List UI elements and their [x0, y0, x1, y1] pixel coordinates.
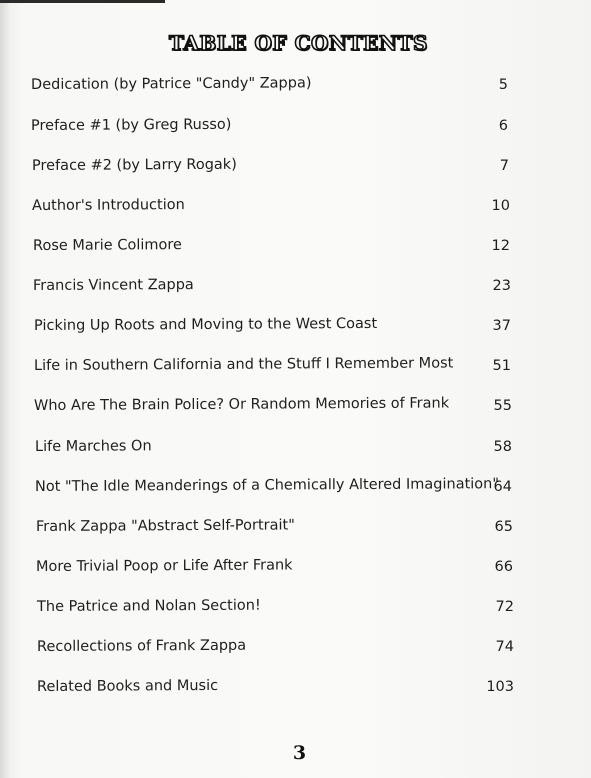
toc-entry-title: More Trivial Poop or Life After Frank: [35, 557, 293, 575]
toc-entry-page: 12: [491, 238, 510, 254]
toc-entry-title: Not "The Idle Meanderings of a Chemically Altered Imagination": [34, 476, 500, 495]
toc-entry-page: 65: [494, 519, 513, 535]
toc-entry-page: 58: [493, 439, 512, 455]
toc-entry-page: 10: [491, 198, 510, 214]
toc-entry-title: Life in Southern California and the Stuff I Remember Most: [33, 355, 454, 374]
toc-entry-page: 23: [492, 278, 511, 294]
toc-entry-title: Rose Marie Colimore: [32, 237, 182, 254]
toc-entry-title: Preface #1 (by Greg Russo): [30, 116, 232, 134]
toc-entry-title: Dedication (by Patrice "Candy" Zappa): [30, 75, 312, 93]
toc-entry-title: Picking Up Roots and Moving to the West Coast: [33, 315, 378, 334]
toc-entry-page: 74: [495, 639, 514, 655]
toc-entry-page: 66: [494, 559, 513, 575]
toc-entry-title: Recollections of Frank Zappa: [36, 637, 247, 655]
toc-entry-title: The Patrice and Nolan Section!: [36, 597, 261, 615]
toc-entry-page: 5: [498, 77, 508, 93]
toc-entry-page: 72: [495, 599, 514, 615]
scan-edge: [0, 0, 165, 3]
toc-heading: TABLE OF CONTENTS: [169, 31, 428, 55]
toc-entry-title: Author's Introduction: [31, 197, 185, 214]
toc-entry-title: Life Marches On: [34, 438, 152, 455]
toc-entry-page: 55: [493, 398, 512, 414]
page-number: 3: [292, 742, 307, 764]
toc-entry-title: Francis Vincent Zappa: [32, 277, 194, 294]
toc-entry-title: Who Are The Brain Police? Or Random Memories of Frank: [33, 395, 450, 414]
toc-entry-title: Preface #2 (by Larry Rogak): [31, 156, 237, 174]
toc-entry-page: 7: [499, 158, 509, 174]
binding-shadow: [0, 0, 10, 778]
toc-entry-title: Frank Zappa "Abstract Self-Portrait": [35, 517, 295, 535]
toc-entry-page: 64: [493, 479, 512, 495]
toc-entry-page: 51: [492, 358, 511, 374]
toc-entry-page: 6: [498, 118, 508, 134]
toc-entry-page: 103: [486, 679, 514, 695]
toc-entry-page: 37: [492, 318, 511, 334]
toc-entry-title: Related Books and Music: [36, 677, 219, 695]
